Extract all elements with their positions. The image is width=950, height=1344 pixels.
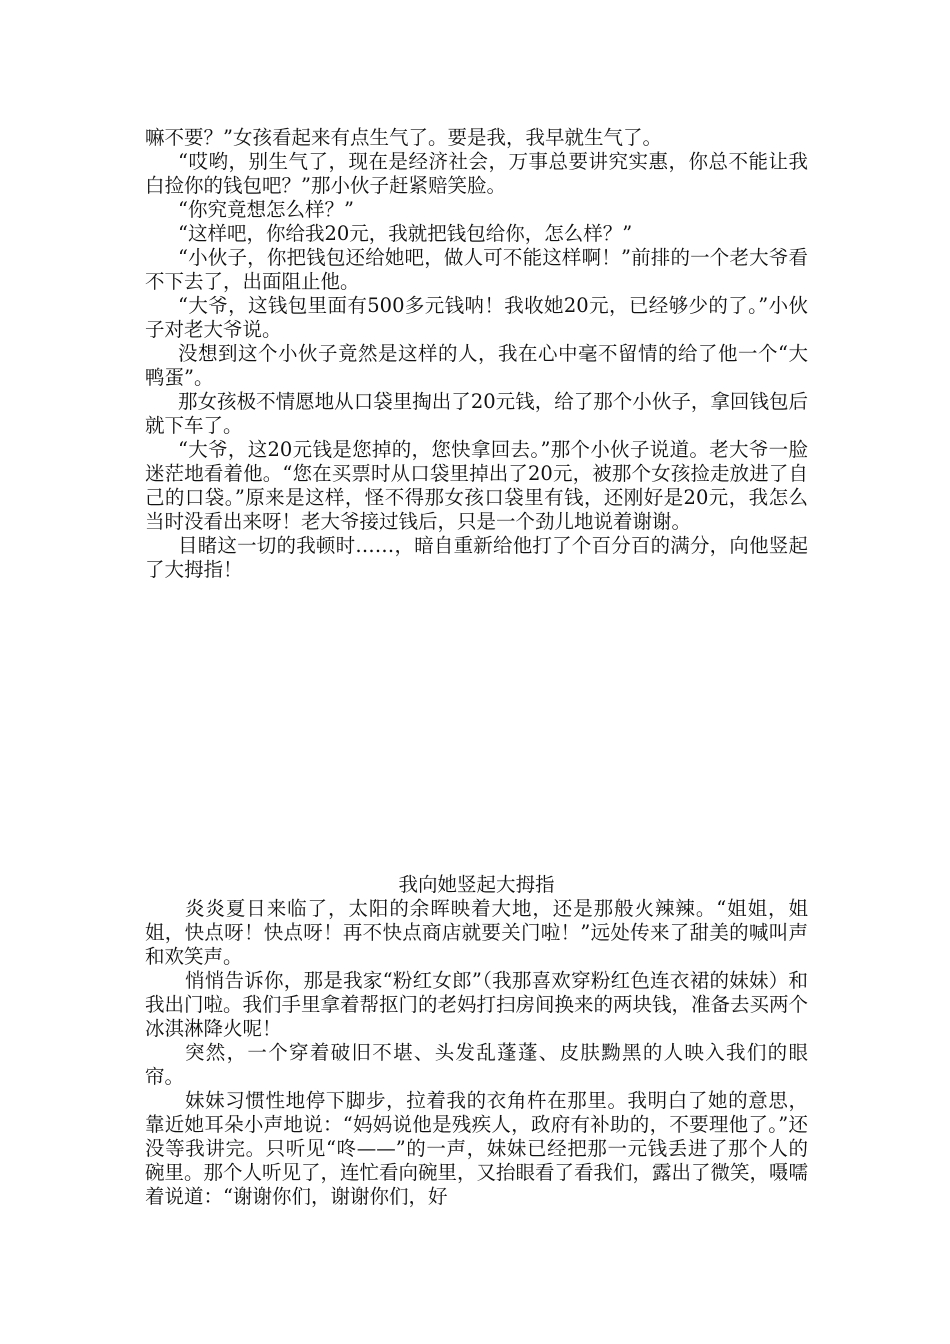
paragraph: “小伙子，你把钱包还给她吧，做人可不能这样啊！”前排的一个老大爷看不下去了，出面阻止他。 <box>145 246 808 293</box>
essay-title: 我向她竖起大拇指 <box>398 873 555 896</box>
paragraph: 悄悄告诉你，那是我家“粉红女郎”（我那喜欢穿粉红色连衣裙的妹妹）和我出门啦。我们手里拿着帮抠门的老妈打扫房间换来的两块钱，准备去买两个冰淇淋降火呢！ <box>145 969 809 1040</box>
paragraph: 目睹这一切的我顿时……，暗自重新给他打了个百分百的满分，向他竖起了大拇指！ <box>145 534 808 581</box>
paragraph: “哎哟，别生气了，现在是经济社会，万事总要讲究实惠，你总不能让我白捡你的钱包吧？”那小伙子赶紧赔笑脸。 <box>145 150 808 197</box>
paragraph: 妹妹习惯性地停下脚步，拉着我的衣角杵在那里。我明白了她的意思，靠近她耳朵小声地说：“妈妈说他是残疾人，政府有补助的，不要理他了。”还没等我讲完。只听见“咚——”的一声，妹妹已经把那一元钱丢进了那个人的碗里。那个人听见了，连忙看向碗里，又抬眼看了看我们，露出了微笑，嗫嚅着说道：“谢谢你们，谢谢你们，好 <box>145 1089 809 1208</box>
paragraph: 突然，一个穿着破旧不堪、头发乱蓬蓬、皮肤黝黑的人映入我们的眼帘。 <box>145 1041 808 1088</box>
paragraph: 没想到这个小伙子竟然是这样的人，我在心中毫不留情的给了他一个“大鸭蛋”。 <box>145 342 808 389</box>
paragraph: 那女孩极不情愿地从口袋里掏出了20元钱，给了那个小伙子，拿回钱包后就下车了。 <box>145 390 808 437</box>
story-continuation <box>145 126 808 582</box>
paragraph: “这样吧，你给我20元，我就把钱包给你，怎么样？” <box>178 222 633 245</box>
paragraph: 炎炎夏日来临了，太阳的余晖映着大地，还是那般火辣辣。“姐姐，姐姐，快点呀！快点呀！再不快点商店就要关门啦！”远处传来了甜美的喊叫声和欢笑声。 <box>145 897 808 968</box>
paragraph: “你究竟想怎么样？” <box>178 198 354 221</box>
essay-section <box>145 873 808 1209</box>
paragraph: “大爷，这钱包里面有500多元钱呐！我收她20元，已经够少的了。”小伙子对老大爷说。 <box>145 294 808 341</box>
paragraph: “大爷，这20元钱是您掉的，您快拿回去。”那个小伙子说道。老大爷一脸迷茫地看着他。“您在买票时从口袋里掉出了20元，被那个女孩捡走放进了自己的口袋。”原来是这样，怪不得那女孩口袋里有钱，还刚好是20元，我怎么当时没看出来呀！老大爷接过钱后，只是一个劲儿地说着谢谢。 <box>145 438 808 533</box>
paragraph: 嘛不要？”女孩看起来有点生气了。要是我，我早就生气了。 <box>145 126 662 149</box>
